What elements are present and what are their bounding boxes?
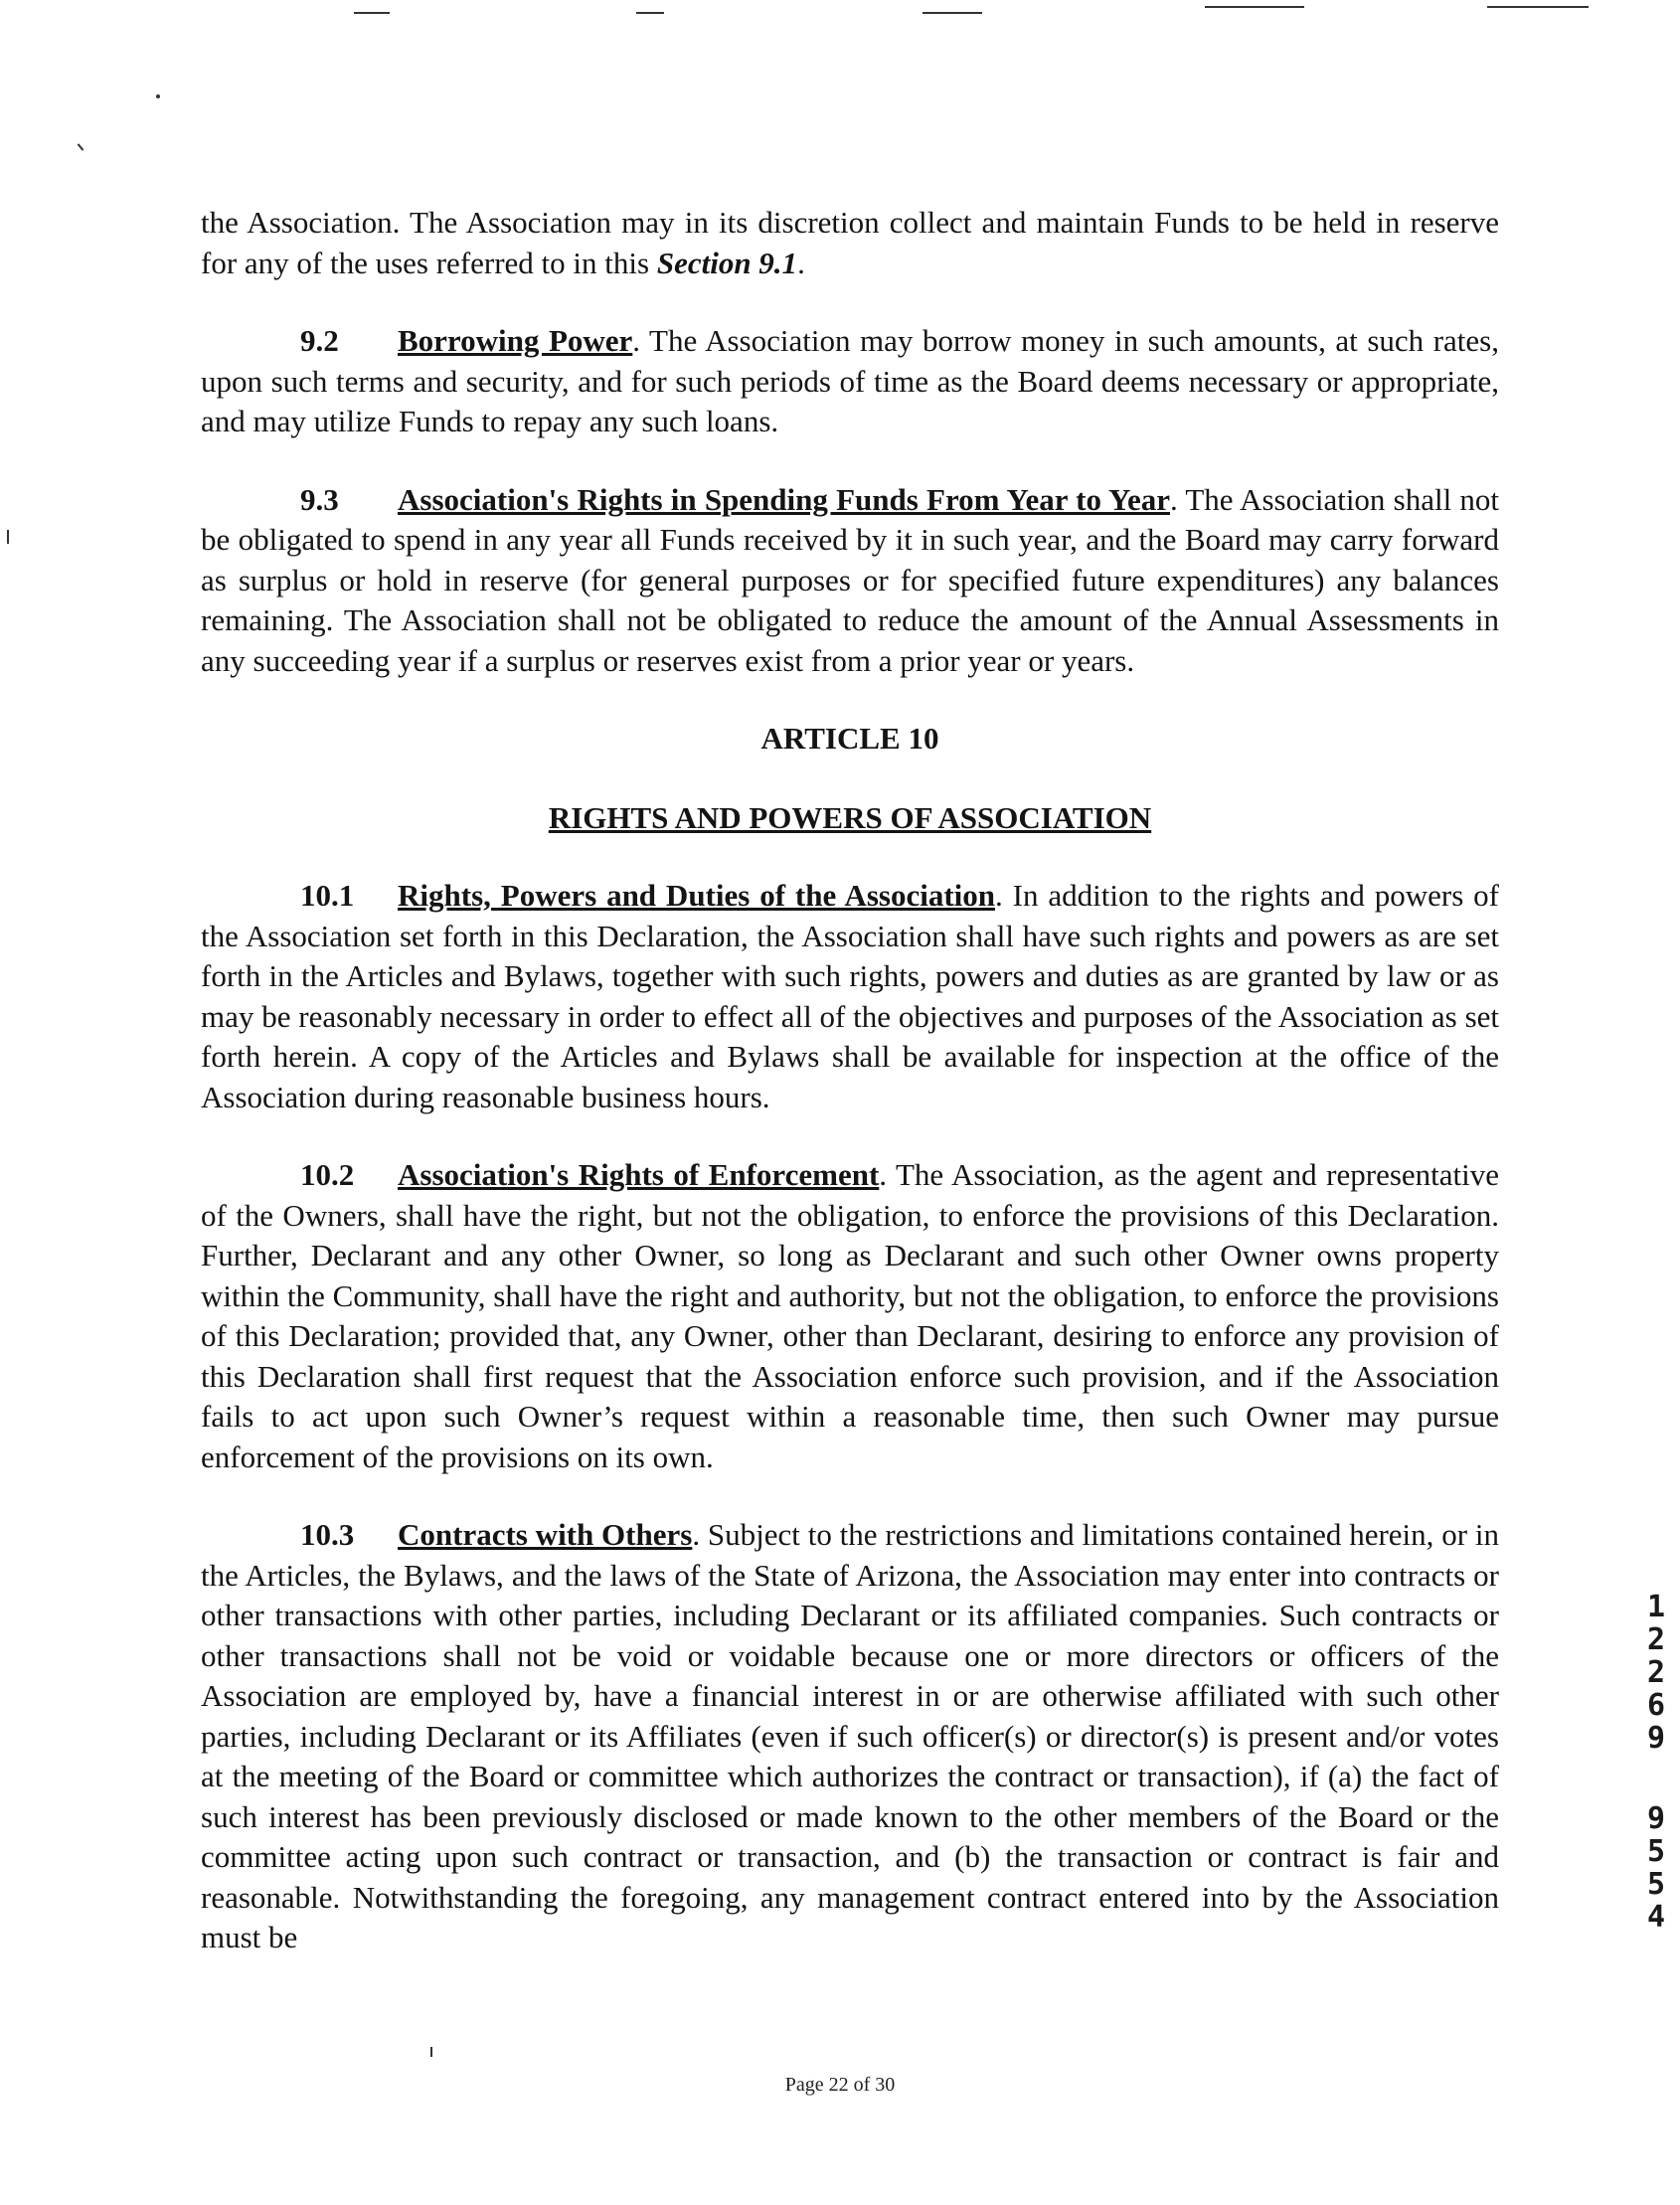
- stamp-digit: 6: [1646, 1688, 1666, 1723]
- scan-artifact-dot: [156, 94, 160, 98]
- section-heading: Borrowing Power: [398, 323, 633, 358]
- section-reference: Section 9.1: [656, 245, 798, 280]
- scan-artifact-line: [636, 12, 664, 14]
- stamp-digit: 1: [1646, 1590, 1666, 1624]
- stamp-digit: 4: [1646, 1900, 1666, 1935]
- section-heading: Association's Rights of Enforcement: [398, 1157, 880, 1192]
- section-body: . The Association shall not be obligated to spend in any year all Funds received by it in such year, and the Board may carry forward as surplus or hold in reserve (for general purposes or for specified future expenditures) any balances remaining. The Association shall not be obligated to reduce the amount of the Annual Assessments in any succeeding year if a surplus or reserves exist from a prior year or years.: [201, 481, 1499, 678]
- stamp-digit: 9: [1646, 1801, 1666, 1836]
- section-10-3: [201, 1515, 1499, 1958]
- section-10-1: [201, 876, 1499, 1117]
- scan-artifact-line: [1487, 6, 1589, 8]
- recording-stamp: [1638, 1591, 1674, 1934]
- article-title: ARTICLE 10: [760, 721, 939, 756]
- continuation-paragraph: [201, 203, 1499, 283]
- stamp-digit: 2: [1646, 1622, 1666, 1657]
- section-heading: Rights, Powers and Duties of the Association: [398, 878, 995, 913]
- continuation-end: .: [797, 245, 805, 280]
- section-number: 10.3: [300, 1517, 355, 1552]
- section-10-2: [201, 1155, 1499, 1477]
- stamp-gap: [1638, 1755, 1674, 1802]
- article-subtitle: RIGHTS AND POWERS OF ASSOCIATION: [548, 799, 1152, 835]
- section-number: 10.2: [300, 1157, 355, 1192]
- section-body: . The Association, as the agent and representative of the Owners, shall have the right, but not the obligation, to enforce the provisions of this Declaration. Further, Declarant and any other Owner, so long as Declarant and such other Owner owns property within the Community, shall have the right and authority, but not the obligation, to enforce the provisions of this Declaration; provided that, any Owner, other than Declarant, desiring to enforce any provision of this Declaration shall first request that the Association enforce such provision, and if the Association fails to act upon such Owner’s request within a reasonable time, then such Owner may pursue enforcement of the provisions on its own.: [201, 1157, 1500, 1474]
- section-number: 9.3: [300, 481, 339, 517]
- continuation-text: the Association. The Association may in its discretion collect and maintain Funds to be held in reserve for any of the uses referred to in this: [201, 205, 1499, 280]
- section-body: . The Association may borrow money in such amounts, at such rates, upon such terms and security, and for such periods of time as the Board deems necessary or appropriate, and may utilize Funds to repay any such loans.: [201, 323, 1499, 438]
- section-body: . Subject to the restrictions and limitations contained herein, or in the Articles, the Bylaws, and the laws of the State of Arizona, the Association may enter into contracts or other transactions with other parties, including Declarant or its affiliated companies. Such contracts or other transactions shall not be void or voidable because one or more directors or officers of the Association are employed by, have a financial interest in or are otherwise affiliated with such other parties, including Declarant or its Affiliates (even if such officer(s) or director(s) is present and/or votes at the meeting of the Board or committee which authorizes the contract or transaction), if (a) the fact of such interest has been previously disclosed or made known to the other members of the Board or the committee acting upon such contract or transaction, and (b) the transaction or contract is fair and reasonable. Notwithstanding the foregoing, any management contract entered into by the Association must be: [201, 1517, 1499, 1954]
- stamp-digit: 2: [1646, 1655, 1666, 1690]
- stamp-digit: 9: [1646, 1721, 1666, 1756]
- scan-artifact-tick: [78, 143, 84, 150]
- scan-artifact-tick: [430, 2047, 432, 2057]
- section-body: . In addition to the rights and powers of the Association set forth in this Declaration, the Association shall have such rights and powers as are set forth in the Articles and Bylaws, together with such rights, powers and duties as are granted by law or as may be reasonably necessary in order to effect all of the objectives and purposes of the Association as set forth herein. A copy of the Articles and Bylaws shall be available for inspection at the office of the Association during reasonable business hours.: [201, 878, 1500, 1114]
- scan-artifact-line: [1205, 6, 1304, 8]
- stamp-digit: 5: [1646, 1867, 1666, 1902]
- document-body: [201, 203, 1499, 1996]
- section-9-2: [201, 321, 1499, 442]
- section-9-3: [201, 480, 1499, 682]
- scan-artifact-line: [923, 12, 982, 14]
- stamp-digit: 5: [1646, 1834, 1666, 1869]
- page-footer: Page 22 of 30: [784, 2074, 896, 2096]
- section-number: 10.1: [300, 878, 355, 913]
- section-heading: Association's Rights in Spending Funds From Year to Year: [398, 481, 1170, 517]
- scan-artifact-tick: [7, 530, 9, 544]
- section-number: 9.2: [300, 323, 339, 358]
- scan-artifact-line: [354, 12, 390, 14]
- section-heading: Contracts with Others: [398, 1517, 693, 1552]
